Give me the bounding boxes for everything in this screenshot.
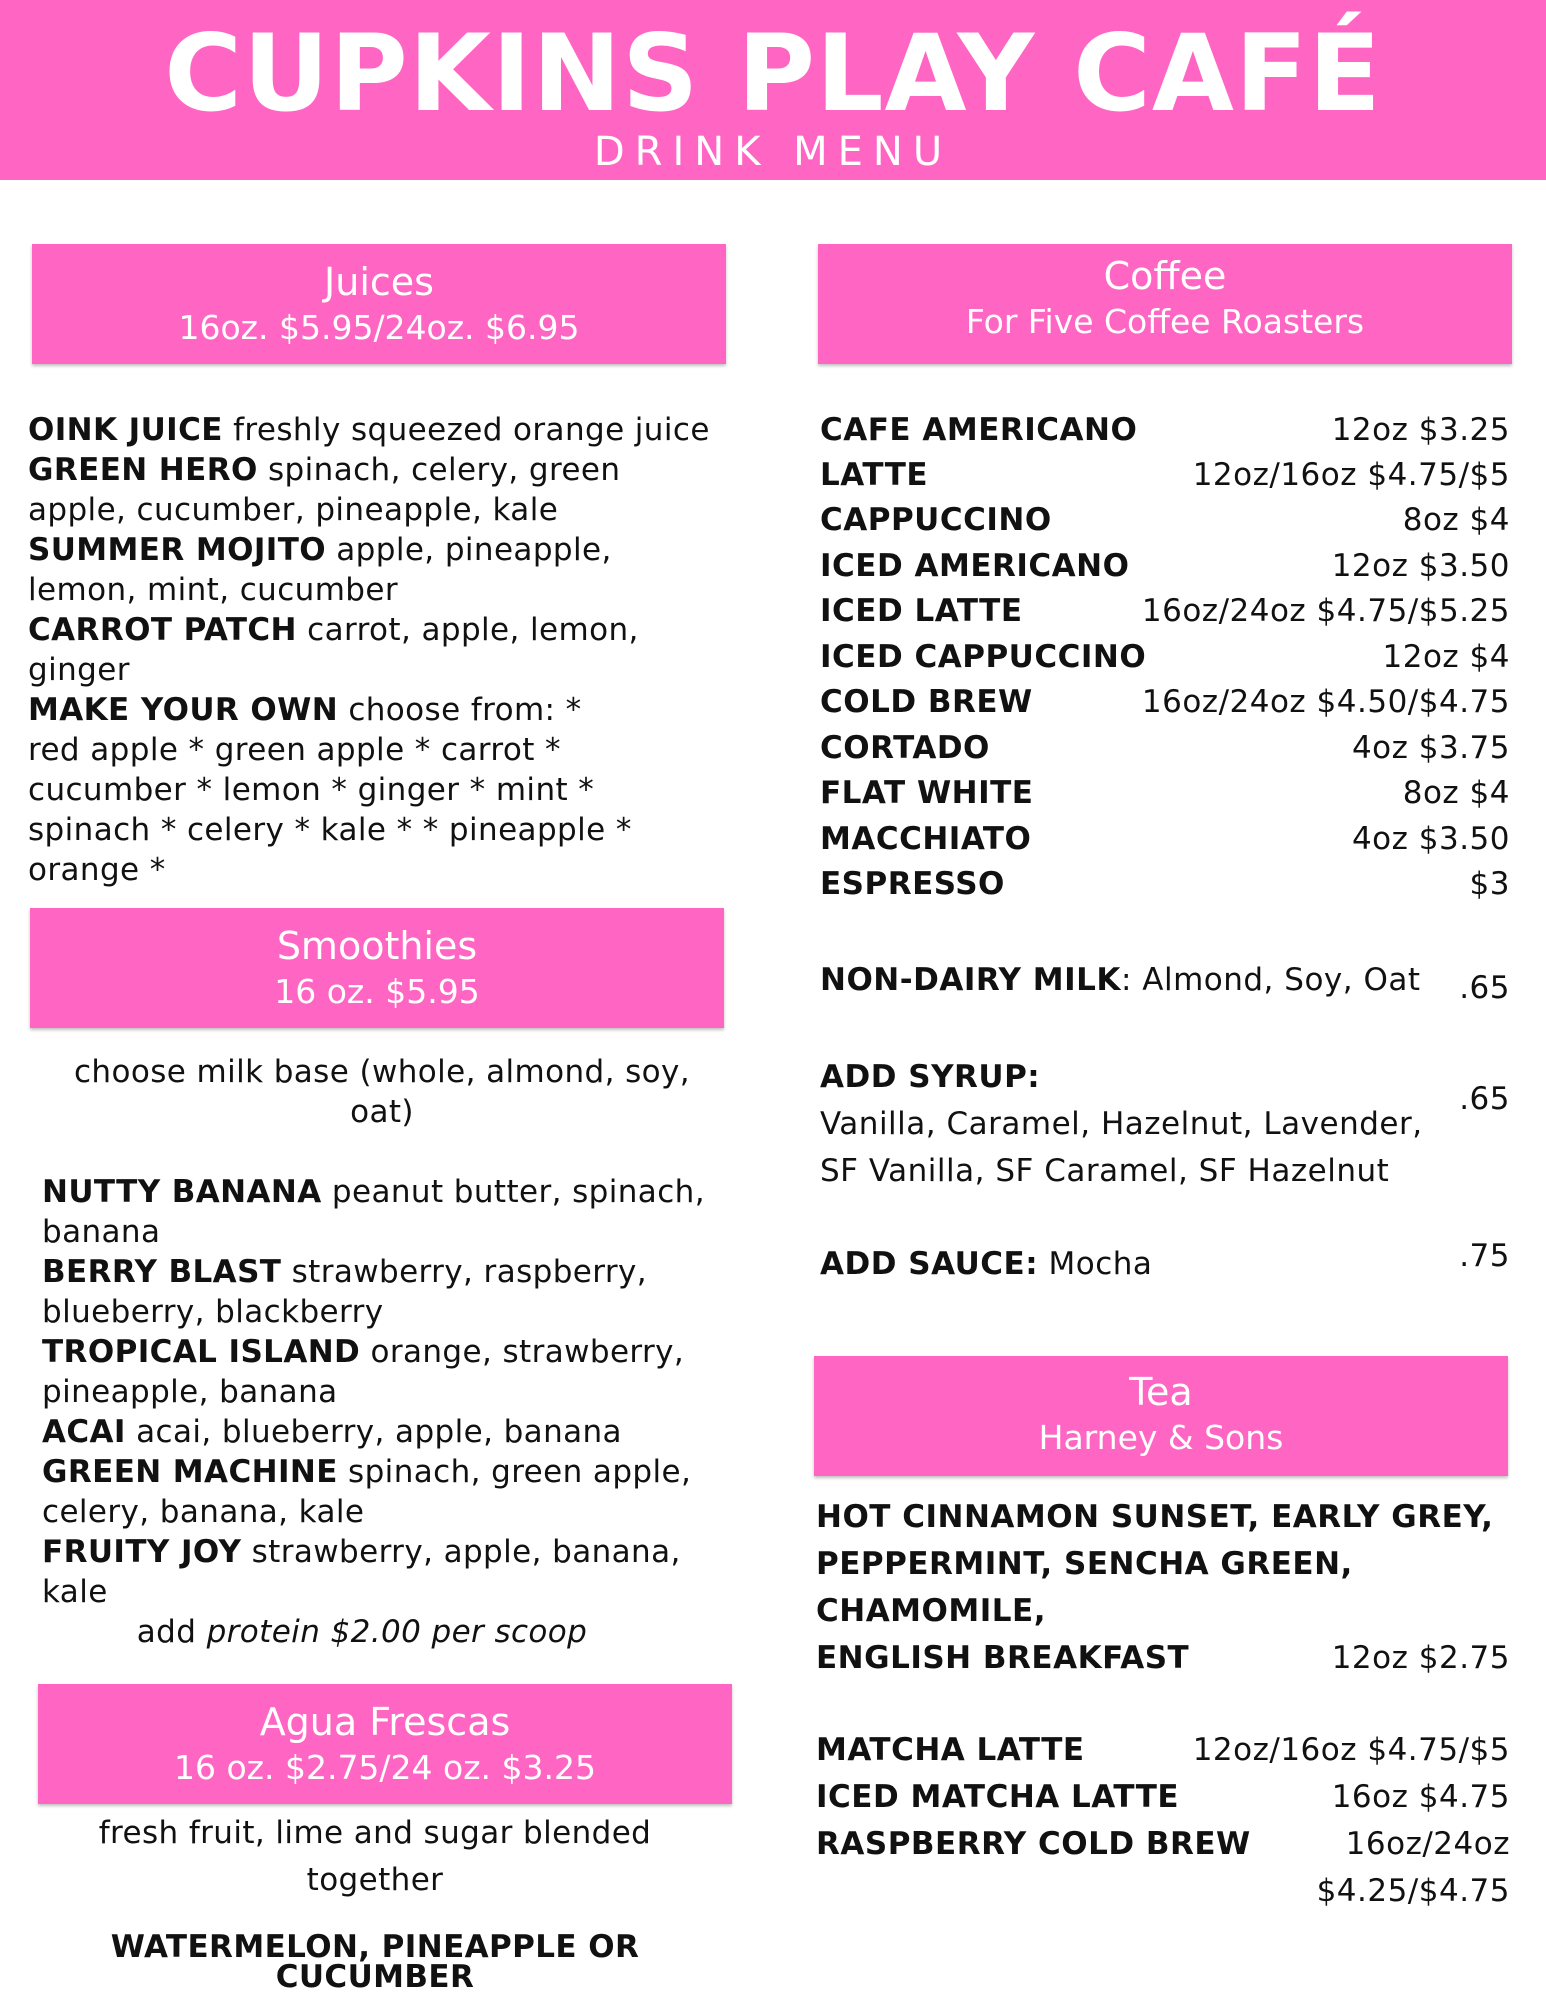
sauce-price: .75	[1459, 1238, 1510, 1274]
tea-line: HOT CINNAMON SUNSET, EARLY GREY,	[816, 1499, 1494, 1535]
coffee-price: 8oz $4	[1402, 775, 1510, 811]
tea-line: CHAMOMILE,	[816, 1593, 1046, 1629]
coffee-name: ICED LATTE	[820, 593, 1023, 629]
coffee-heading	[818, 244, 1512, 364]
juices-heading	[32, 244, 726, 364]
table-row	[816, 1868, 1510, 1915]
coffee-list	[820, 408, 1510, 908]
add-syrup-block	[820, 1054, 1510, 1194]
agua-flavors	[110, 1929, 640, 1995]
milk-options: : Almond, Soy, Oat	[1120, 962, 1421, 998]
table-row	[820, 726, 1510, 771]
smoothie-name: ACAI	[42, 1414, 126, 1450]
coffee-price: 12oz $3.25	[1331, 412, 1510, 448]
coffee-name: CAFE AMERICANO	[820, 412, 1138, 448]
tea-price: 12oz $2.75	[1331, 1640, 1510, 1676]
juices-price: 16oz. $5.95/24oz. $6.95	[178, 308, 580, 347]
coffee-name: MACCHIATO	[820, 821, 1032, 857]
list-item	[28, 530, 728, 610]
tea-subtitle: Harney & Sons	[1038, 1418, 1284, 1457]
smoothie-name: NUTTY BANANA	[42, 1174, 322, 1210]
smoothie-desc: spinach, green apple, celery, banana, kale	[42, 1454, 692, 1530]
page-title: CUPKINS PLAY CAFÉ	[164, 12, 1382, 135]
tea-extra-price-line2: $4.25/$4.75	[1316, 1873, 1510, 1909]
table-row	[820, 498, 1510, 543]
coffee-name: CORTADO	[820, 730, 990, 766]
smoothie-desc: peanut butter, spinach, banana	[42, 1174, 705, 1250]
agua-title: Agua Frescas	[259, 1700, 511, 1744]
list-item	[42, 1172, 732, 1252]
tea-extra-price: 16oz/24oz	[1345, 1826, 1510, 1862]
coffee-price: $3	[1469, 866, 1510, 902]
list-item	[28, 450, 728, 530]
agua-frescas-heading	[38, 1684, 732, 1804]
table-row	[820, 862, 1510, 907]
protein-note	[0, 1612, 732, 1652]
protein-text: protein $2.00 per scoop	[206, 1614, 588, 1650]
coffee-name: ESPRESSO	[820, 866, 1005, 902]
tea-extra-name: MATCHA LATTE	[816, 1732, 1085, 1768]
tea-extra-name: RASPBERRY COLD BREW	[816, 1826, 1251, 1862]
smoothies-base-note	[62, 1052, 702, 1132]
juice-name: CARROT PATCH	[28, 612, 297, 648]
juice-desc: carrot, apple, lemon, ginger	[28, 612, 639, 688]
agua-description	[80, 1810, 670, 1904]
tea-extra-price: 12oz/16oz $4.75/$5	[1192, 1732, 1510, 1768]
coffee-price: 8oz $4	[1402, 502, 1510, 538]
tea-extras-list	[816, 1727, 1510, 1917]
coffee-name: CAPPUCCINO	[820, 502, 1052, 538]
smoothie-name: FRUITY JOY	[42, 1534, 242, 1570]
juice-desc: freshly squeezed orange juice	[222, 412, 710, 448]
agua-desc-text: fresh fruit, lime and sugar blended together	[98, 1815, 652, 1898]
coffee-name: ICED AMERICANO	[820, 548, 1130, 584]
tea-line: ENGLISH BREAKFAST	[816, 1640, 1190, 1676]
menu-header	[0, 0, 1546, 180]
non-dairy-milk-row	[820, 960, 1510, 1010]
coffee-price: 4oz $3.75	[1351, 730, 1510, 766]
smoothie-desc: strawberry, apple, banana, kale	[42, 1534, 681, 1610]
protein-prefix: add	[136, 1614, 207, 1650]
list-item	[28, 610, 728, 690]
list-item	[42, 1532, 732, 1612]
coffee-price: 4oz $3.50	[1351, 821, 1510, 857]
smoothie-name: BERRY BLAST	[42, 1254, 282, 1290]
list-item	[28, 410, 728, 450]
coffee-subtitle: For Five Coffee Roasters	[965, 302, 1365, 341]
tea-line: PEPPERMINT, SENCHA GREEN,	[816, 1546, 1353, 1582]
tea-extra-name: ICED MATCHA LATTE	[816, 1779, 1180, 1815]
smoothies-list	[42, 1172, 732, 1652]
table-row	[820, 408, 1510, 453]
agua-price: 16 oz. $2.75/24 oz. $3.25	[173, 1748, 596, 1787]
syrup-price: .65	[1459, 1081, 1510, 1117]
table-row	[820, 680, 1510, 725]
juice-name: OINK JUICE	[28, 412, 223, 448]
juices-title: Juices	[324, 260, 434, 304]
table-row	[820, 817, 1510, 862]
list-item	[28, 690, 638, 890]
list-item	[42, 1452, 732, 1532]
coffee-title: Coffee	[1103, 254, 1227, 298]
table-row	[820, 589, 1510, 634]
list-item	[42, 1252, 732, 1332]
juices-list	[28, 410, 728, 890]
table-row	[820, 771, 1510, 816]
tea-extra-price: 16oz $4.75	[1331, 1779, 1510, 1815]
smoothie-desc: strawberry, raspberry, blueberry, blackberry	[42, 1254, 648, 1330]
tea-list	[816, 1494, 1510, 1694]
coffee-name: FLAT WHITE	[820, 775, 1034, 811]
coffee-price: 12oz $3.50	[1331, 548, 1510, 584]
milk-label: NON-DAIRY MILK	[820, 962, 1121, 998]
smoothies-heading	[30, 908, 724, 1028]
juice-desc: apple, pineapple, lemon, mint, cucumber	[28, 532, 612, 608]
table-row	[820, 544, 1510, 589]
smoothies-title: Smoothies	[276, 924, 478, 968]
page-subtitle: DRINK MENU	[593, 129, 953, 175]
table-row	[816, 1774, 1510, 1821]
coffee-price: 12oz $4	[1382, 639, 1510, 675]
coffee-name: ICED CAPPUCCINO	[820, 639, 1147, 675]
list-item	[42, 1412, 732, 1452]
table-row	[820, 453, 1510, 498]
table-row	[816, 1727, 1510, 1774]
smoothie-name: GREEN MACHINE	[42, 1454, 338, 1490]
tea-title: Tea	[1129, 1370, 1193, 1414]
agua-flavors-text: WATERMELON, PINEAPPLE OR CUCUMBER	[110, 1929, 640, 1995]
juice-desc: choose from: * red apple * green apple * carrot * cucumber * lemon * ginger * mint * spinach * celery * kale * * pineapple * orange *	[28, 692, 632, 888]
add-sauce-row	[820, 1238, 1510, 1294]
table-row	[816, 1821, 1510, 1868]
syrup-options-line2: SF Vanilla, SF Caramel, SF Hazelnut	[820, 1153, 1390, 1189]
juice-name: SUMMER MOJITO	[28, 532, 327, 568]
coffee-name: LATTE	[820, 457, 929, 493]
smoothie-desc: orange, strawberry, pineapple, banana	[42, 1334, 685, 1410]
juice-name: GREEN HERO	[28, 452, 258, 488]
base-note-text: choose milk base (whole, almond, soy, oat)	[73, 1054, 691, 1130]
smoothie-desc: acai, blueberry, apple, banana	[125, 1414, 622, 1450]
sauce-options: Mocha	[1038, 1246, 1153, 1282]
coffee-price: 16oz/24oz $4.75/$5.25	[1141, 593, 1510, 629]
juice-desc: spinach, celery, green apple, cucumber, pineapple, kale	[28, 452, 621, 528]
list-item	[42, 1332, 732, 1412]
milk-price: .65	[1459, 970, 1510, 1006]
syrup-label: ADD SYRUP:	[820, 1059, 1041, 1095]
sauce-label: ADD SAUCE:	[820, 1246, 1039, 1282]
smoothies-price: 16 oz. $5.95	[274, 972, 480, 1011]
juice-name: MAKE YOUR OWN	[28, 692, 339, 728]
coffee-name: COLD BREW	[820, 684, 1033, 720]
tea-heading	[814, 1356, 1508, 1476]
table-row	[820, 635, 1510, 680]
smoothie-name: TROPICAL ISLAND	[42, 1334, 361, 1370]
coffee-price: 16oz/24oz $4.50/$4.75	[1141, 684, 1510, 720]
coffee-price: 12oz/16oz $4.75/$5	[1192, 457, 1510, 493]
syrup-options-line1: Vanilla, Caramel, Hazelnut, Lavender,	[820, 1106, 1423, 1142]
